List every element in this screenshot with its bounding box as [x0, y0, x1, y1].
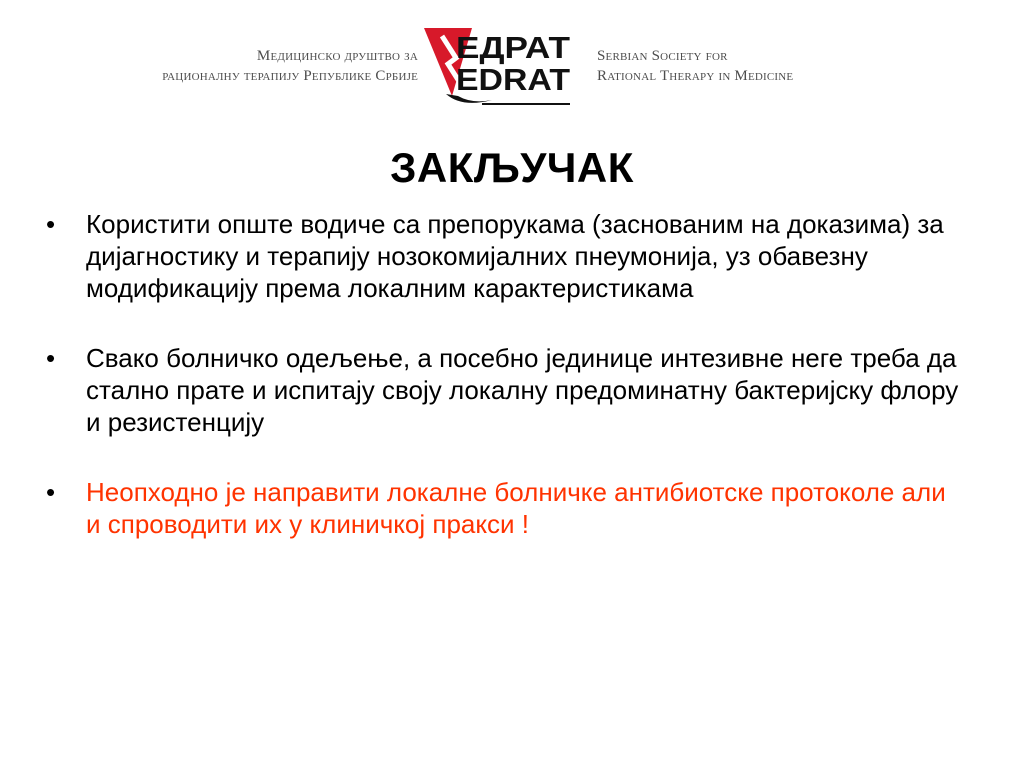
slide-title: ЗАКЉУЧАК [390, 144, 634, 191]
bullet-item [46, 208, 966, 304]
bullet-dot-icon: • [46, 477, 56, 507]
svg-text:EDRAT: EDRAT [456, 62, 571, 97]
bullet-dot-icon: • [46, 209, 56, 239]
bullet-item [46, 342, 966, 438]
bullet-text-highlight: Неопходно је направити локалне болничке антибиотске протоколе али и спроводити их у клиничкој пракси ! [86, 477, 946, 539]
org-name-cyrillic-line2: рационалну терапију Републике Србије [162, 68, 418, 84]
bullet-text: Користити опште водиче са препорукама (заснованим на доказима) за дијагностику и терапију нозокомијалних пнеумонија, уз обавезну модификацију према локалним карактеристикама [86, 209, 944, 303]
org-name-cyrillic-line1: Медицинско друштво за [256, 48, 418, 64]
bullet-item-highlight [46, 476, 966, 540]
bullet-list [46, 208, 966, 578]
org-name-cyrillic [162, 46, 418, 86]
org-name-latin [597, 46, 793, 86]
bullet-dot-icon: • [46, 343, 56, 373]
medrat-logo [422, 24, 574, 110]
bullet-text: Свако болничко одељење, а посебно јединице интезивне неге треба да стално прате и испитају своју локалну предоминатну бактеријску флору и резистенцију [86, 343, 959, 437]
org-name-latin-line1: Serbian Society for [597, 48, 728, 64]
svg-text:ЕДРАТ: ЕДРАТ [456, 30, 571, 65]
org-name-latin-line2: Rational Therapy in Medicine [597, 68, 794, 84]
